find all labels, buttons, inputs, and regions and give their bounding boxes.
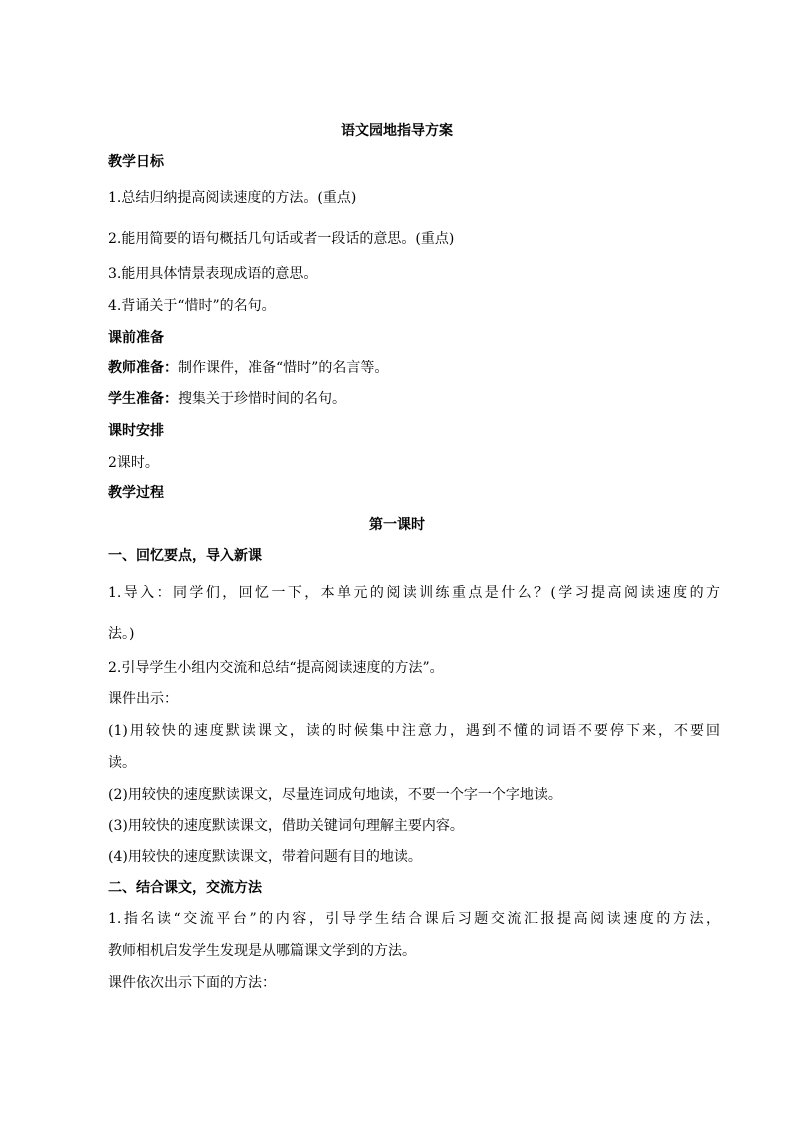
lesson-1-title: 第一课时: [369, 517, 425, 533]
method-2: (2)用较快的速度默读课文，尽量连词成句地读，不要一个字一个字地读。: [108, 787, 562, 803]
objective-3: 3.能用具体情景表现成语的意思。: [108, 266, 318, 282]
paragraph-5: 课件依次出示下面的方法：: [108, 975, 276, 991]
paragraph-1-line-2: 法。): [108, 626, 135, 642]
paragraph-1-line-1: 1.导入：同学们，回忆一下，本单元的阅读训练重点是什么？(学习提高阅读速度的方: [108, 585, 720, 601]
part-2-heading: 二、结合课文，交流方法: [108, 880, 262, 896]
schedule-text: 2课时。: [108, 455, 159, 471]
teacher-prep: [108, 358, 720, 378]
teacher-prep-label: 教师准备：: [108, 360, 178, 376]
objective-2: 2.能用简要的语句概括几句话或者一段话的意思。(重点): [108, 231, 455, 247]
student-prep-text: 搜集关于珍惜时间的名句。: [178, 391, 346, 407]
method-1-line-1: (1)用较快的速度默读课文，读的时候集中注意力，遇到不懂的词语不要停下来，不要回: [108, 723, 720, 739]
method-1-line-2: 读。: [108, 755, 136, 771]
paragraph-4-line-1: 1.指名读“交流平台”的内容，引导学生结合课后习题交流汇报提高阅读速度的方法，: [108, 911, 720, 927]
document-title: 语文园地指导方案: [341, 123, 453, 139]
section-heading-schedule: 课时安排: [108, 423, 164, 439]
paragraph-4-line-2: 教师相机启发学生发现是从哪篇课文学到的方法。: [108, 943, 416, 959]
section-heading-process: 教学过程: [108, 485, 164, 501]
student-prep-label: 学生准备：: [108, 391, 178, 407]
section-heading-objectives: 教学日标: [108, 154, 164, 170]
section-heading-prep: 课前准备: [108, 330, 164, 346]
paragraph-2: 2.引导学生小组内交流和总结“提高阅读速度的方法”。: [108, 660, 444, 676]
method-4: (4)用较快的速度默读课文，带着问题有目的地读。: [108, 849, 422, 865]
paragraph-3: 课件出示：: [108, 691, 178, 707]
teacher-prep-text: 制作课件，准备“惜时”的名言等。: [178, 360, 389, 376]
part-1-heading: 一、回忆要点，导入新课: [108, 548, 262, 564]
method-3: (3)用较快的速度默读课文，借助关键词句理解主要内容。: [108, 818, 464, 834]
student-prep: [108, 389, 720, 409]
objective-1: 1.总结归纳提高阅读速度的方法。(重点): [108, 190, 357, 206]
objective-4: 4.背诵关于“惜时”的名句。: [108, 298, 276, 314]
